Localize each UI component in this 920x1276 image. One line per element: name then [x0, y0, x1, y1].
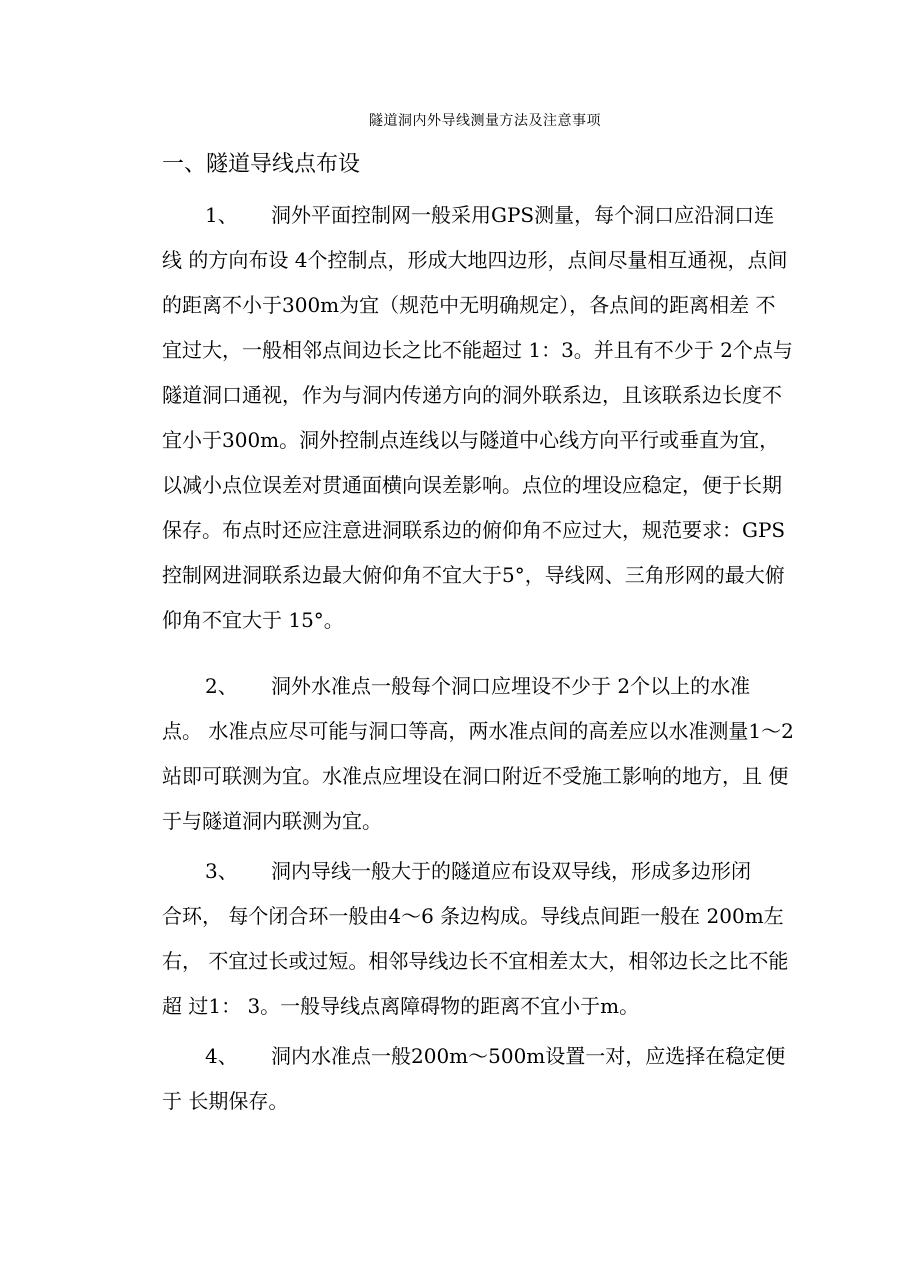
document-title: 隧道洞内外导线测量方法及注意事项: [369, 113, 601, 129]
paragraph-2: [162, 664, 794, 844]
paragraph-4-body: 于 长期保存。: [162, 1089, 289, 1113]
paragraph-1-body: 线 的方向布设 4个控制点，形成大地四边形，点间尽量相互通视，点间 的距离不小于300m为宜（规范中无明确规定），各点间的距离相差 不宜过大，一般相邻点间边长之比不能超过 1：3。并且有不少于 2个点与隧道洞口通视，作为与洞内传递方向的洞外联系边，且该联系边长度不宜小于300m。洞外控制点连线以与隧道中心线方向平行或垂直为宜，以减小点位误差对贯通面横向误差影响。点位的埋设应稳定，便于长期保存。布点时还应注意进洞联系边的俯仰角不应过大，规范要求：GPS控制网进洞联系边最大俯仰角不宜大于5°，导线网、三角形网的最大俯仰角不宜大于 15°。: [162, 248, 793, 632]
paragraph-1-number: 1、: [205, 203, 238, 227]
paragraph-1: [162, 193, 794, 643]
paragraph-3: [162, 849, 794, 1029]
paragraph-1-first-line: [162, 193, 794, 238]
paragraph-4-lead: 洞内水准点一般200m〜500m设置一对，应选择在稳定便: [271, 1044, 786, 1068]
paragraph-4-number: 4、: [205, 1044, 238, 1068]
paragraph-2-number: 2、: [205, 674, 238, 698]
section-heading: 一、隧道导线点布设: [162, 152, 361, 177]
paragraph-4: [162, 1034, 794, 1124]
paragraph-3-first-line: [162, 849, 794, 894]
paragraph-3-number: 3、: [205, 859, 238, 883]
paragraph-4-first-line: [162, 1034, 794, 1079]
paragraph-1-lead: 洞外平面控制网一般采用GPS测量，每个洞口应沿洞口连: [271, 203, 775, 227]
paragraph-2-body: 点。 水准点应尽可能与洞口等高，两水准点间的高差应以水准测量1〜2 站即可联测为宜。水准点应埋设在洞口附近不受施工影响的地方，且 便于与隧道洞内联测为宜。: [162, 719, 794, 833]
paragraph-3-body: 合环， 每个闭合环一般由4〜6 条边构成。导线点间距一般在 200m左右， 不宜过长或过短。相邻导线边长不宜相差太大，相邻边长之比不能超 过1： 3。一般导线点离障碍物的距离不宜小于m。: [162, 904, 789, 1018]
paragraph-2-lead: 洞外水准点一般每个洞口应埋设不少于 2个以上的水准: [271, 674, 751, 698]
paragraph-3-lead: 洞内导线一般大于的隧道应布设双导线，形成多边形闭: [271, 859, 751, 883]
paragraph-2-first-line: [162, 664, 794, 709]
